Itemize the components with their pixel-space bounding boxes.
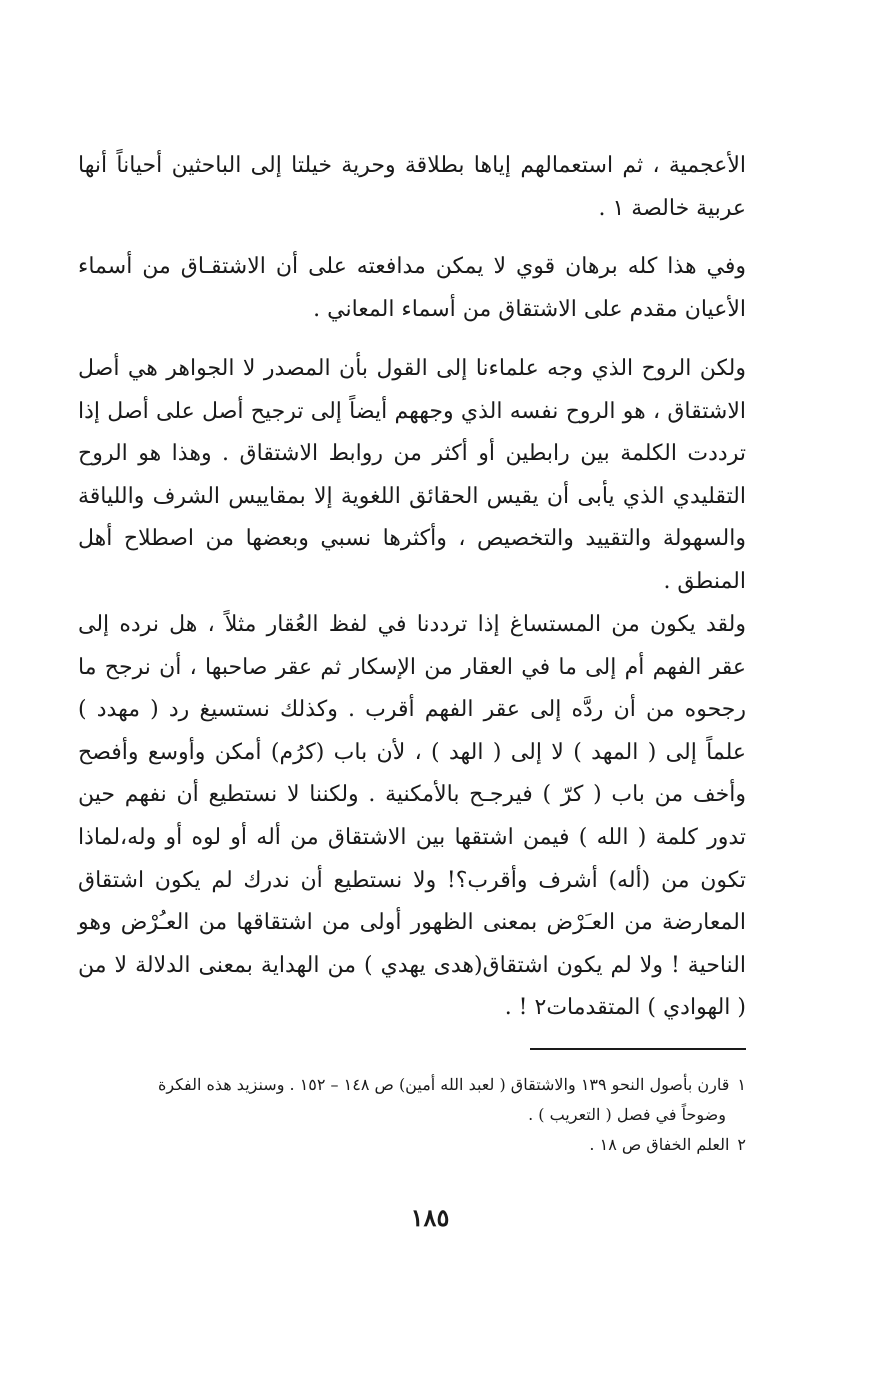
paragraph-2	[78, 246, 746, 331]
footnote-1-line-2: وضوحاً في فصل ( التعريب ) .	[528, 1105, 726, 1124]
footnote-1-line-1: قارن بأصول النحو ١٣٩ والاشتقاق ( لعبد الله أمين) ص ١٤٨ – ١٥٢ . وسنزيد هذه الفكرة	[157, 1075, 730, 1094]
footnote-2	[78, 1130, 746, 1160]
paragraph-4	[78, 604, 746, 1030]
footnote-2-number: ٢	[737, 1135, 746, 1154]
footnote-divider	[530, 1048, 746, 1050]
footnotes	[78, 1070, 746, 1160]
paragraph-3-text: ولكن الروح الذي وجه علماءنا إلى القول بأن المصدر لا الجواهر هي أصل الاشتقاق ، هو الروح نفسه الذي وجههم أيضاً إلى ترجيح أصل على أصل إذا ترددت الكلمة بين رابطين أو أكثر من روابط الاشتقاق . وهذا هو الروح التقليدي الذي يأبى أن يقيس الحقائق اللغوية إلا بمقاييس الشرف واللياقة والسهولة والتقييد والتخصيص ، وأكثرها نسبي وبعضها من اصطلاح أهل المنطق .	[78, 356, 746, 594]
footnote-2-text: العلم الخفاق ص ١٨ .	[589, 1135, 730, 1154]
paragraph-3	[78, 348, 746, 604]
footnote-1-continuation	[78, 1100, 746, 1130]
footnote-1-number: ١	[737, 1075, 746, 1094]
paragraph-1	[78, 145, 746, 230]
paragraph-4-text: ولقد يكون من المستساغ إذا ترددنا في لفظ العُقار مثلاً ، هل نرده إلى عقر الفهم أم إلى ما في العقار من الإسكار ثم عقر صاحبها ، أن نرجح ما رجحوه من أن ردَّه إلى عقر الفهم أقرب . وكذلك نستسيغ رد ( مهدد ) علماً إلى ( المهد ) لا إلى ( الهد ) ، لأن باب (كرُم) أمكن وأوسع وأفصح وأخف من باب ( كرّ ) فيرجـح بالأمكنية . ولكننا لا نستطيع أن نفهم حين تدور كلمة ( الله ) فيمن اشتقها بين الاشتقاق من أله أو لوه أو وله،لماذا تكون من (أله) أشرف وأقرب؟! ولا نستطيع أن ندرك لم يكون اشتقاق المعارضة من العـَرْض بمعنى الظهور أولى من اشتقاقها من العـُرْض وهو الناحية ! ولا لم يكون اشتقاق(هدى يهدي ) من الهداية بمعنى الدلالة لا من ( الهوادي ) المتقدمات٢ ! .	[78, 612, 746, 1021]
footnote-1	[78, 1070, 746, 1100]
paragraph-1-text: الأعجمية ، ثم استعمالهم إياها بطلاقة وحرية خيلتا إلى الباحثين أحياناً أنها عربية خالصة ١ .	[78, 153, 746, 221]
paragraph-2-text: وفي هذا كله برهان قوي لا يمكن مدافعته على أن الاشتقـاق من أسماء الأعيان مقدم على الاشتقاق من أسماء المعاني .	[78, 254, 746, 322]
page-number: ١٨٥	[410, 1203, 450, 1232]
